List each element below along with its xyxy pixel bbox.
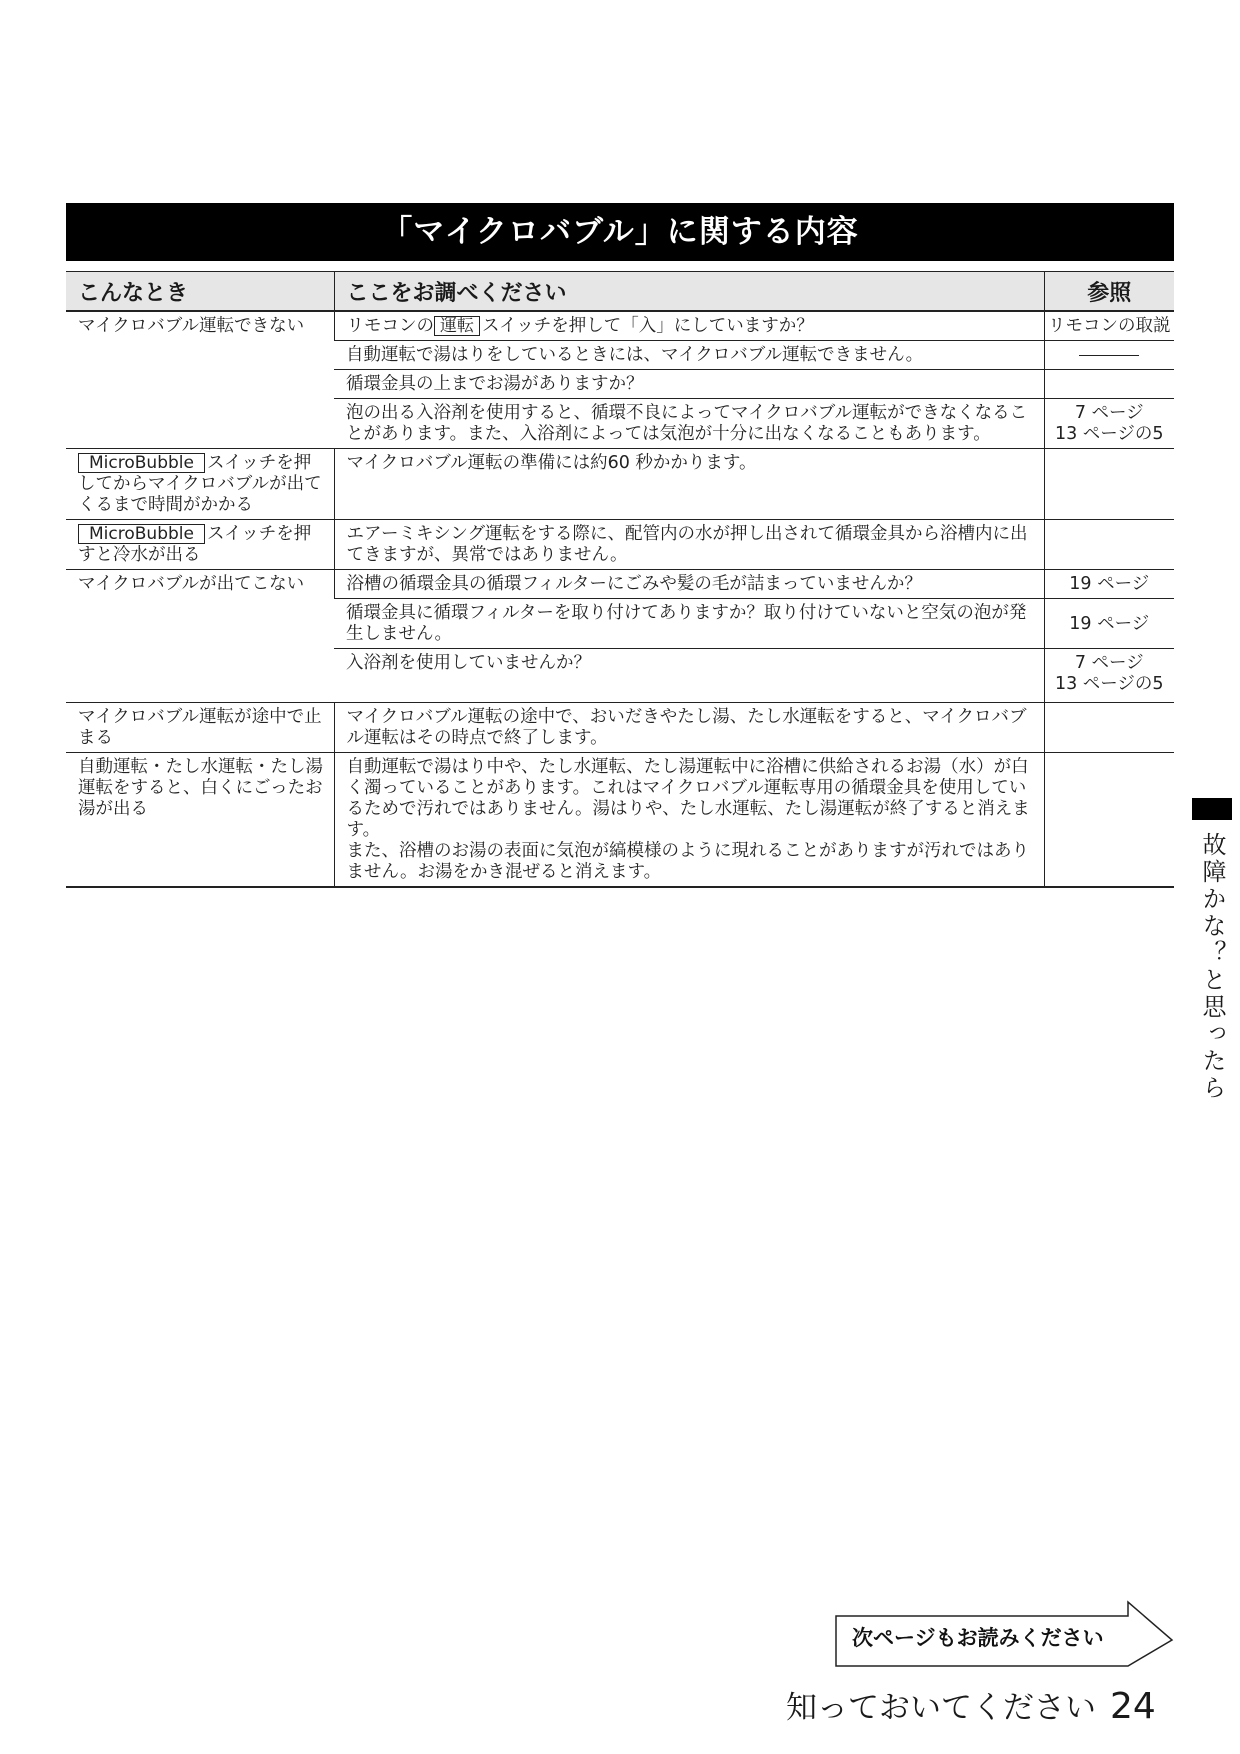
side-tab-label: 故障かな？と思ったら — [1198, 832, 1226, 1102]
check-paragraph: 自動運転で湯はり中や、たし水運転、たし湯運転中に浴槽に供給されるお湯（水）が白く濁っていることがあります。これはマイクロバブル運転専用の循環金具を使用しているためで汚れではありません。湯はりや、たし水運転、たし湯運転が終了すると消えます。 — [346, 757, 1030, 840]
column-header-check: ここをお調べください — [334, 272, 1044, 312]
check-cell: マイクロバブル運転の途中で、おいだきやたし湯、たし水運転をすると、マイクロバブル運転はその時点で終了します。 — [334, 703, 1044, 753]
next-page-label: 次ページもお読みください — [852, 1626, 1104, 1650]
ref-line: 7 ページ — [1074, 653, 1144, 673]
check-text-before: リモコンの — [346, 316, 434, 336]
page-footer — [786, 1682, 1176, 1727]
ref-cell-empty — [1044, 449, 1174, 520]
ref-line: 13 ページの5 — [1054, 424, 1164, 444]
check-cell: 循環金具に循環フィルターを取り付けてありますか？取り付けていないと空気の泡が発生しません。 — [334, 599, 1044, 649]
check-cell: 入浴剤を使用していませんか？ — [334, 649, 1044, 703]
table-row — [66, 449, 1174, 520]
check-cell: 泡の出る入浴剤を使用すると、循環不良によってマイクロバブル運転ができなくなることがあります。また、入浴剤によっては気泡が十分に出なくなることもあります。 — [334, 399, 1044, 449]
ref-cell: 19 ページ — [1044, 570, 1174, 599]
check-text-after: スイッチを押して「入」にしていますか？ — [482, 316, 814, 336]
microbubble-switch-key: MicroBubble — [78, 524, 205, 544]
symptom-cell — [66, 520, 334, 570]
symptom-cell: 自動運転・たし水運転・たし湯運転をすると、白くにごったお湯が出る — [66, 753, 334, 888]
ref-line: 13 ページの5 — [1054, 674, 1164, 694]
symptom-cell — [66, 449, 334, 520]
footer-label: 知っておいてください — [786, 1690, 1096, 1726]
ref-cell-empty — [1044, 370, 1174, 399]
table-row — [66, 753, 1174, 888]
check-cell — [334, 753, 1044, 888]
table-row — [66, 311, 1174, 341]
check-cell: 浴槽の循環金具の循環フィルターにごみや髪の毛が詰まっていませんか？ — [334, 570, 1044, 599]
symptom-text: スイッチを押すと冷水が出る — [78, 524, 312, 565]
microbubble-switch-key: MicroBubble — [78, 453, 205, 473]
symptom-text: スイッチを押してからマイクロバブルが出てくるまで時間がかかる — [78, 453, 322, 515]
column-header-symptom: こんなとき — [66, 272, 334, 312]
next-page-arrow — [834, 1600, 1174, 1668]
check-cell: 循環金具の上までお湯がありますか？ — [334, 370, 1044, 399]
ref-cell-empty — [1044, 753, 1174, 888]
check-cell: エアーミキシング運転をする際に、配管内の水が押し出されて循環金具から浴槽内に出てきますが、異常ではありません。 — [334, 520, 1044, 570]
symptom-cell: マイクロバブル運転できない — [78, 316, 305, 336]
table-row — [66, 570, 1174, 599]
ref-cell-empty — [1044, 341, 1174, 370]
symptom-cell: マイクロバブルが出てこない — [66, 570, 334, 703]
section-title: 「マイクロバブル」に関する内容 — [66, 203, 1174, 261]
ref-cell-empty — [1044, 703, 1174, 753]
ref-cell — [1044, 649, 1174, 703]
page-number: 24 — [1110, 1686, 1156, 1727]
symptom-cell: マイクロバブル運転が途中で止まる — [66, 703, 334, 753]
table-row — [66, 520, 1174, 570]
column-header-ref: 参照 — [1044, 272, 1174, 312]
check-cell: 自動運転で湯はりをしているときには、マイクロバブル運転できません。 — [334, 341, 1044, 370]
troubleshooting-table — [66, 271, 1174, 888]
ref-cell: リモコンの取説 — [1044, 311, 1174, 341]
ref-dash — [1079, 355, 1139, 356]
ref-cell — [1044, 399, 1174, 449]
table-header-row — [66, 272, 1174, 312]
check-paragraph: また、浴槽のお湯の表面に気泡が縞模様のように現れることがありますが汚れではありません。お湯をかき混ぜると消えます。 — [346, 841, 1029, 882]
ref-cell: 19 ページ — [1044, 599, 1174, 649]
check-cell — [334, 311, 1044, 341]
table-row — [66, 703, 1174, 753]
ref-cell-empty — [1044, 520, 1174, 570]
side-tab-marker — [1192, 798, 1232, 820]
ref-line: 7 ページ — [1074, 403, 1144, 423]
unten-switch-key: 運転 — [434, 316, 480, 336]
check-cell: マイクロバブル運転の準備には約60 秒かかります。 — [334, 449, 1044, 520]
